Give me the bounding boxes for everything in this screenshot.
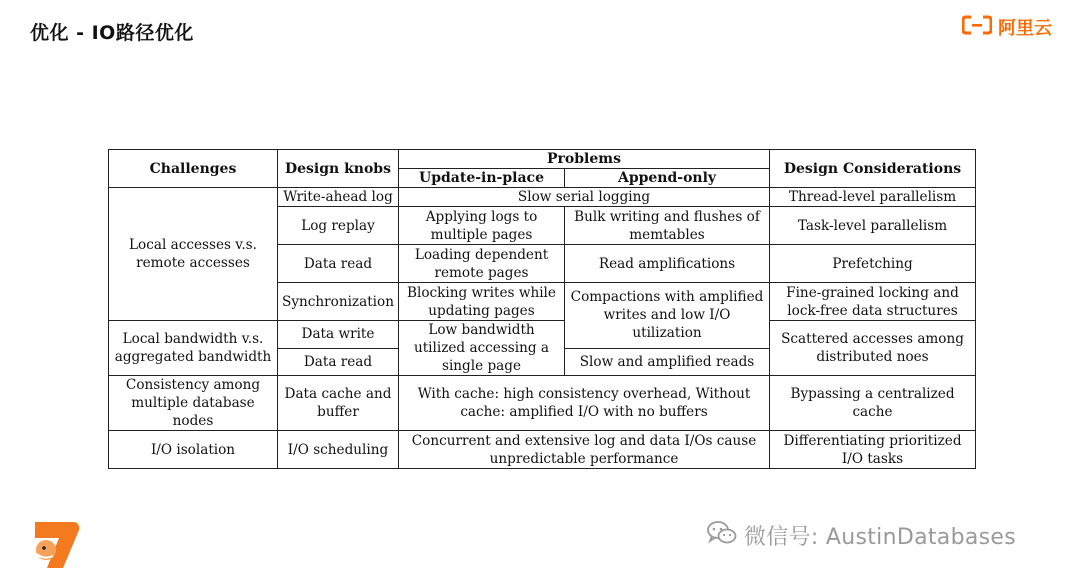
cell-consideration-read: Prefetching [770,245,976,283]
cell-knob-replay: Log replay [278,207,399,245]
cell-knob-cache: Data cache and buffer [278,376,399,431]
fox-logo-icon [33,520,81,574]
cell-knob-wal: Write-ahead log [278,188,399,207]
cell-consideration-cache: Bypassing a centralized cache [770,376,976,431]
cell-problem-read-ao: Read amplifications [565,245,770,283]
cell-challenge-local-remote: Local accesses v.s. remote accesses [109,188,278,321]
cell-consideration-bandwidth: Scattered accesses among distributed noes [770,321,976,376]
cell-problem-wal: Slow serial logging [399,188,770,207]
cell-consideration-sched: Differentiating prioritized I/O tasks [770,431,976,469]
cell-problem-sync-write-ao: Compactions with amplified writes and low I/O utilization [565,283,770,349]
cell-knob-read: Data read [278,245,399,283]
wechat-icon [706,519,738,551]
header-design-considerations: Design Considerations [770,150,976,188]
cell-consideration-sync: Fine-grained locking and lock-free data structures [770,283,976,321]
cell-challenge-consistency: Consistency among multiple database nodes [109,376,278,431]
cell-consideration-wal: Thread-level parallelism [770,188,976,207]
cell-problem-sync-uip: Blocking writes while updating pages [399,283,565,321]
header-problems: Problems [399,150,770,169]
cell-challenge-isolation: I/O isolation [109,431,278,469]
watermark [706,519,1016,551]
cell-problem-replay-uip: Applying logs to multiple pages [399,207,565,245]
cell-problem-read2-ao: Slow and amplified reads [565,348,770,376]
cell-problem-replay-ao: Bulk writing and flushes of memtables [565,207,770,245]
cell-problem-cache: With cache: high consistency overhead, Without cache: amplified I/O with no buffers [399,376,770,431]
brand-logo [962,14,1052,40]
cell-knob-read-2: Data read [278,348,399,376]
cell-consideration-replay: Task-level parallelism [770,207,976,245]
cell-challenge-bandwidth: Local bandwidth v.s. aggregated bandwidth [109,321,278,376]
cell-knob-sync: Synchronization [278,283,399,321]
header-update-in-place: Update-in-place [399,169,565,188]
io-path-table [108,149,976,469]
brand-name: 阿里云 [998,18,1052,39]
cell-problem-sched: Concurrent and extensive log and data I/Os cause unpredictable performance [399,431,770,469]
cell-knob-write: Data write [278,321,399,349]
aliyun-logo-icon [962,15,992,39]
header-challenges: Challenges [109,150,278,188]
cell-problem-read-uip: Loading dependent remote pages [399,245,565,283]
page-title: 优化 - IO路径优化 [30,22,194,44]
cell-knob-sched: I/O scheduling [278,431,399,469]
header-append-only: Append-only [565,169,770,188]
header-design-knobs: Design knobs [278,150,399,188]
cell-problem-bandwidth-uip: Low bandwidth utilized accessing a single page [399,321,565,376]
watermark-text: 微信号: AustinDatabases [744,524,1016,550]
